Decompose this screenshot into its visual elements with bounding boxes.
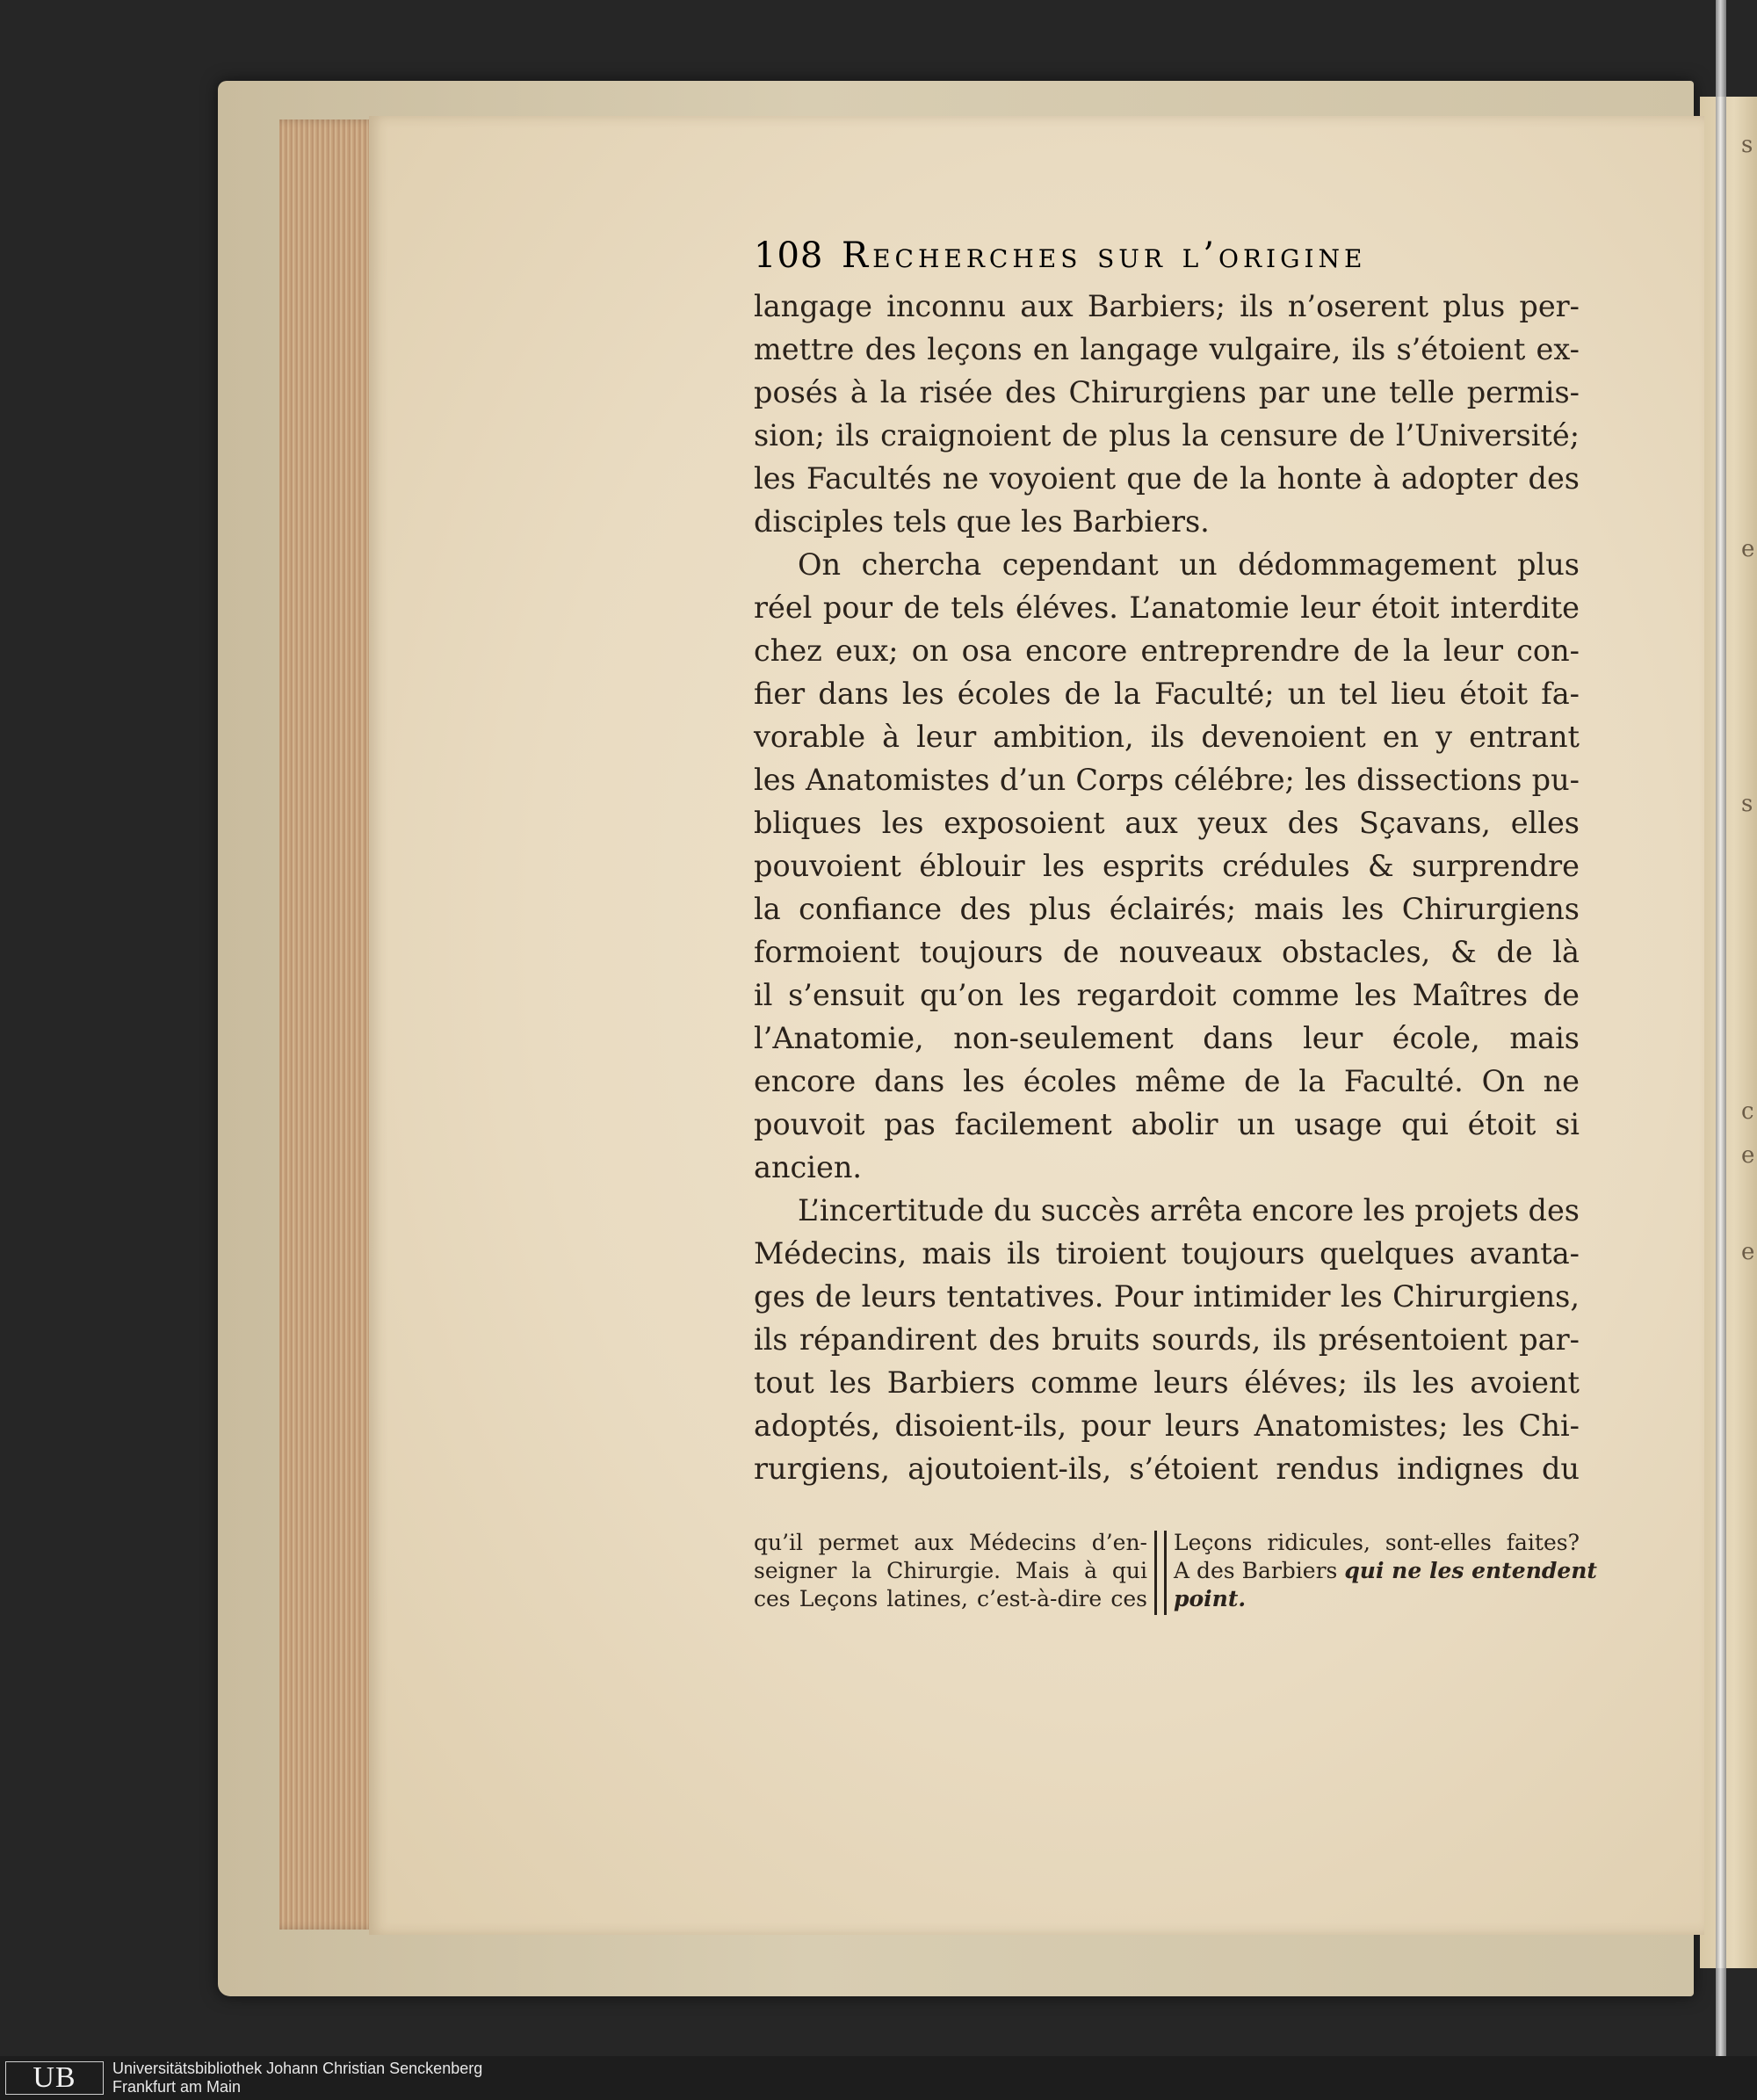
institution-city: Frankfurt am Main (112, 2078, 242, 2096)
facing-glyph: e (1741, 1142, 1755, 1169)
facing-glyph: s (1741, 132, 1753, 158)
text-line: il s’ensuit qu’on les regardoit comme les Maîtres de (754, 978, 1580, 1012)
running-title: Recherches sur l’origine (842, 235, 1367, 276)
page-number: 108 (754, 235, 824, 276)
text-line: adoptés, disoient-ils, pour leurs Anatomistes; les Chi- (754, 1408, 1580, 1443)
text-line: formoient toujours de nouveaux obstacles, & de là (754, 935, 1580, 969)
text-line: fier dans les écoles de la Faculté; un tel lieu étoit fa- (754, 677, 1580, 711)
facing-glyph: s (1741, 791, 1753, 817)
text-line: Médecins, mais ils tiroient toujours quelques avanta- (754, 1236, 1580, 1271)
text-line: posés à la risée des Chirurgiens par une telle permis- (754, 375, 1580, 409)
text-line: mettre des leçons en langage vulgaire, ils s’étoient ex- (754, 332, 1580, 366)
footnote-roman: A des Barbiers (1174, 1558, 1345, 1583)
text-line: pouvoient éblouir les esprits crédules & surprendre (754, 849, 1580, 883)
page-block-edges (279, 119, 378, 1930)
text-line: l’Anatomie, non-seulement dans leur école, mais (754, 1021, 1580, 1055)
footnotes (754, 1529, 1597, 1634)
text-line: pouvoit pas facilement abolir un usage qui étoit si (754, 1107, 1580, 1141)
footnote-column-rule (1154, 1531, 1167, 1615)
text-line: On chercha cependant un dédommagement plus (798, 547, 1580, 582)
text-line: chez eux; on osa encore entreprendre de la leur con- (754, 634, 1580, 668)
footnote-line: point. (1174, 1586, 1247, 1611)
logo-text: UB (33, 2061, 76, 2094)
text-line: rurgiens, ajoutoient-ils, s’étoient rendus indignes du (754, 1452, 1580, 1486)
footnote-line: qu’il permet aux Médecins d’en- (754, 1530, 1147, 1555)
facing-glyph: c (1741, 1098, 1754, 1125)
text-line: ils répandirent des bruits sourds, ils présentoient par- (754, 1322, 1580, 1357)
library-footer (0, 2056, 1757, 2100)
body-text (754, 285, 1580, 1490)
footnote-line (1174, 1557, 1597, 1585)
facing-page-glyphs (1741, 0, 1757, 2056)
facing-glyph: e (1741, 1239, 1755, 1265)
footnote-line: seigner la Chirurgie. Mais à qui (754, 1558, 1147, 1583)
footnote-italic: qui ne les entendent (1344, 1558, 1597, 1583)
footnote-line: ces Leçons latines, c’est-à-dire ces (754, 1586, 1147, 1611)
text-line: réel pour de tels éléves. L’anatomie leur étoit interdite (754, 590, 1580, 625)
text-line: vorable à leur ambition, ils devenoient en y entrant (754, 720, 1580, 754)
library-name (112, 2060, 482, 2096)
text-line: bliques les exposoient aux yeux des Sçavans, elles (754, 806, 1580, 840)
text-line: sion; ils craignoient de plus la censure de l’Université; (754, 418, 1580, 453)
text-line: L’incertitude du succès arrêta encore les projets des (798, 1193, 1580, 1227)
facing-glyph: e (1741, 536, 1755, 562)
text-line: disciples tels que les Barbiers. (754, 504, 1210, 539)
text-line: tout les Barbiers comme leurs éléves; ils les avoient (754, 1365, 1580, 1400)
text-line: ges de leurs tentatives. Pour intimider les Chirurgiens, (754, 1279, 1580, 1314)
footnote-left-column (754, 1529, 1147, 1613)
text-line: ancien. (754, 1150, 863, 1184)
text-line: les Anatomistes d’un Corps célébre; les dissections pu- (754, 763, 1580, 797)
library-logo (5, 2061, 104, 2095)
text-line: langage inconnu aux Barbiers; ils n’oserent plus per- (754, 289, 1580, 323)
institution-line: Universitätsbibliothek Johann Christian Senckenberg (112, 2060, 483, 2077)
running-head (754, 235, 1474, 279)
text-line: les Facultés ne voyoient que de la honte à adopter des (754, 461, 1580, 496)
footnote-right-column (1174, 1529, 1597, 1613)
text-line: encore dans les écoles même de la Faculté. On ne (754, 1064, 1580, 1098)
footnote-line: Leçons ridicules, sont-elles faites? (1174, 1530, 1580, 1555)
scanner-clamp (1716, 0, 1726, 2056)
text-line: la confiance des plus éclairés; mais les Chirurgiens (754, 892, 1580, 926)
